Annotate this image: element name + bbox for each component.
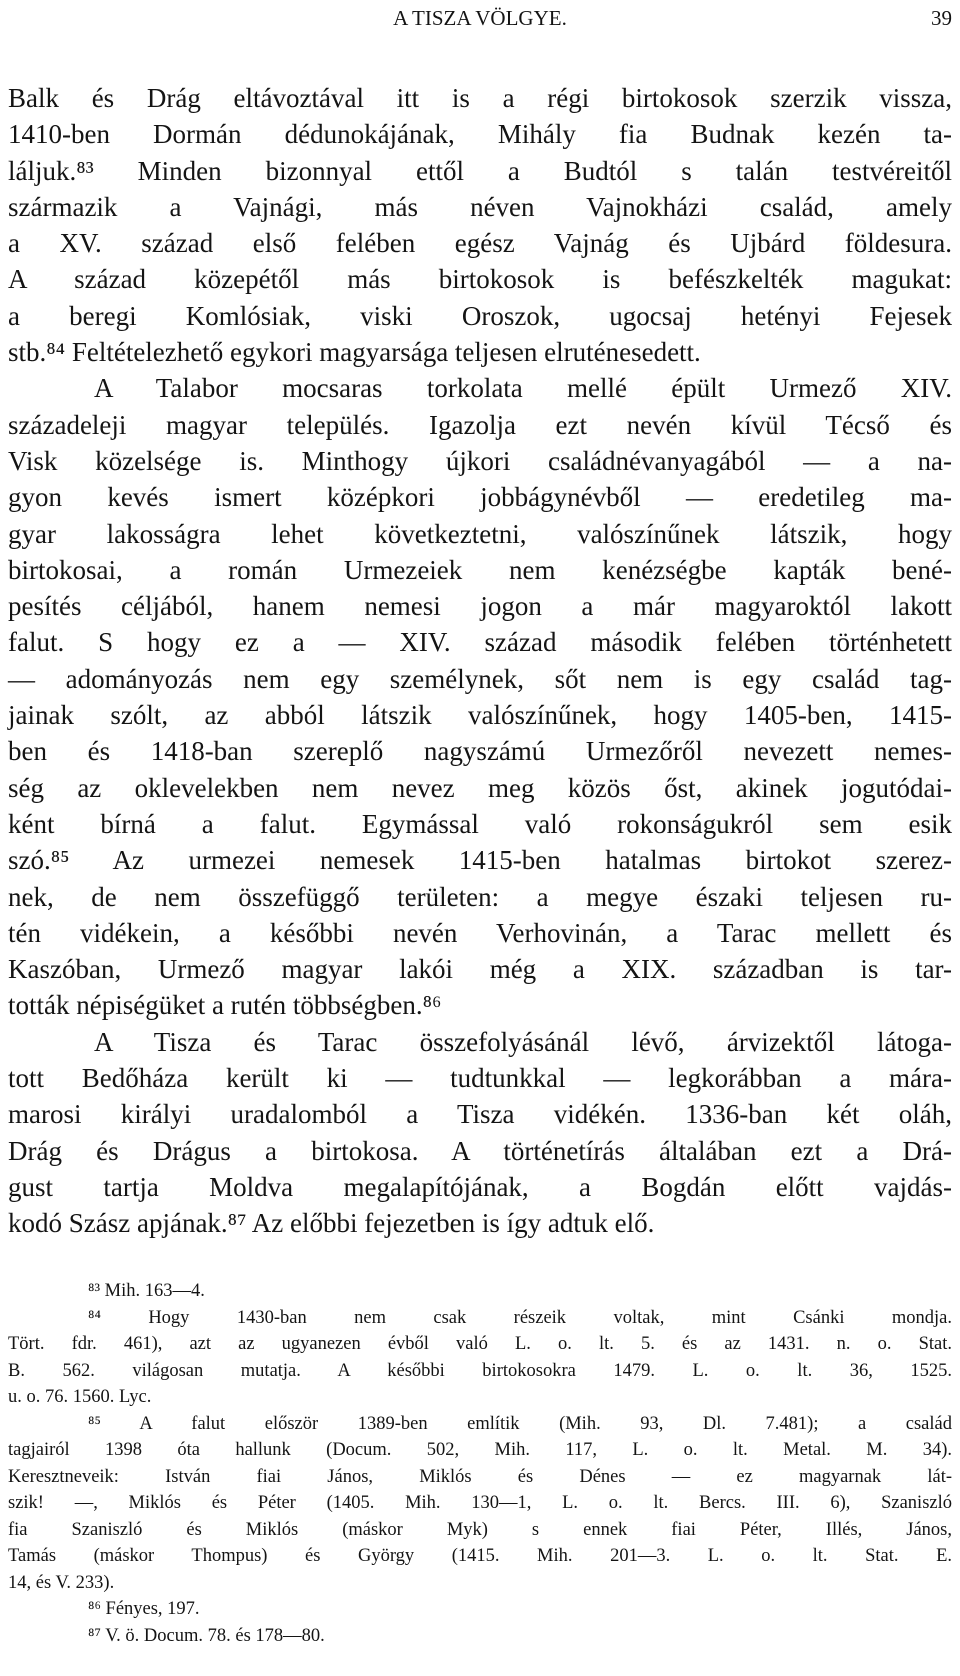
text-line: A Tisza és Tarac összefolyásánál lévő, árvizektől látoga- [94,1026,952,1057]
body-text [8,80,952,1242]
footnote-line: ⁸³ Mih. 163—4. [88,1281,205,1301]
footnotes [8,1278,952,1649]
footnote-line: B. 562. világosan mutatja. A későbbi birtokosokra 1479. L. o. lt. 36, 1525. [8,1360,952,1381]
text-line: századeleji magyar település. Igazolja ezt nevén kívül Técső és [8,409,952,440]
text-line: ség az oklevelekben nem nevez meg közös őst, akinek jogutódai- [8,772,952,803]
text-line: ben és 1418-ban szereplő nagyszámú Urmezőről nevezett nemes- [8,736,952,767]
text-line: tén vidékein, a későbbi nevén Verhovinán, a Tarac mellett és [8,917,952,948]
page-header [0,6,960,40]
text-line: falut. S hogy ez a — XIV. század második felében történhetett [8,627,952,658]
footnote-line: ⁸⁷ V. ö. Docum. 78. és 178—80. [88,1625,325,1646]
text-line: pesítés céljából, hanem nemesi jogon a már magyaroktól lakott [8,591,952,622]
text-line: jainak szólt, az abból látszik valószínűnek, hogy 1405-ben, 1415- [8,700,952,731]
footnote-line: 14, és V. 233). [8,1572,115,1593]
text-line: tott Bedőháza került ki — tudtunkkal — legkorábban a mára- [8,1063,952,1094]
page-number: 39 [931,6,952,30]
text-line: Visk közelsége is. Minthogy újkori családnévanyagából — a na- [8,445,952,476]
text-line: Kaszóban, Urmező magyar lakói még a XIX. században is tar- [8,954,952,985]
text-line: szó.⁸⁵ Az urmezei nemesek 1415-ben hatalmas birtokot szerez- [8,845,952,876]
text-line: Balk és Drág eltávoztával itt is a régi birtokosok szerzik vissza, [8,83,952,113]
footnote-line: fia Szaniszló és Miklós (máskor Myk) s ennek fiai Péter, Illés, János, [8,1519,952,1540]
text-line: ként bírná a falut. Egymással való rokonságukról sem esik [8,808,952,839]
text-line: kodó Szász apjának.⁸⁷ Az előbbi fejezetben is így adtuk elő. [8,1208,655,1239]
text-line: A Talabor mocsaras torkolata mellé épült Urmező XIV. [94,373,952,404]
text-line: láljuk.⁸³ Minden bizonnyal ettől a Budtól s talán testvéreitől [8,155,952,186]
text-line: marosi királyi uradalomból a Tisza vidékén. 1336-ban két oláh, [8,1099,952,1130]
text-line: A század közepétől más birtokosok is befészkelték magukat: [8,264,952,295]
footnote-line: szik! —, Miklós és Péter (1405. Mih. 130—1, L. o. lt. Bercs. III. 6), Szaniszló [8,1493,952,1513]
footnote-line: tagjairól 1398 óta hallunk (Docum. 502, Mih. 117, L. o. lt. Metal. M. 34). [8,1440,952,1460]
text-line: tották népiségüket a rutén többségben.⁸⁶ [8,990,442,1021]
footnote-line: Tört. fdr. 461), azt az ugyanezen évből való L. o. lt. 5. és az 1431. n. o. Stat. [8,1334,952,1354]
text-line: — adományozás nem egy személynek, sőt nem is egy család tag- [8,663,952,694]
footnote-line: Tamás (máskor Thompus) és György (1415. Mih. 201—3. L. o. lt. Stat. E. [8,1546,952,1566]
footnote-line: u. o. 76. 1560. Lyc. [8,1387,152,1407]
footnote-line: ⁸⁶ Fényes, 197. [88,1599,200,1619]
text-line: stb.⁸⁴ Feltételezhető egykori magyarsága teljesen elruténesedett. [8,337,701,368]
footnote-line: ⁸⁵ A falut először 1389-ben említik (Mih. 93, Dl. 7.481); a család [88,1413,952,1434]
footnote-line: ⁸⁴ Hogy 1430-ban nem csak részeik voltak, mint Csánki mondja. [88,1307,952,1328]
text-line: nek, de nem összefüggő területen: a megye északi teljesen ru- [8,881,952,912]
text-line: Drág és Drágus a birtokosa. A történetírás általában ezt a Drá- [8,1135,952,1166]
text-line: a beregi Komlósiak, viski Oroszok, ugocsaj hetényi Fejesek [8,300,952,331]
text-line: 1410-ben Dormán dédunokájának, Mihály fia Budnak kezén ta- [8,119,952,150]
text-line: a XV. század első felében egész Vajnág és Ujbárd földesura. [8,228,952,259]
footnote-line: Keresztneveik: István fiai János, Miklós és Dénes — ez magyarnak lát- [8,1466,952,1487]
text-line: gyon kevés ismert középkori jobbágynévből — eredetileg ma- [8,482,952,513]
text-line: gust tartja Moldva megalapítójának, a Bogdán előtt vajdás- [8,1171,952,1202]
text-line: gyar lakosságra lehet következtetni, valószínűnek látszik, hogy [8,518,952,549]
text-line: birtokosai, a román Urmezeiek nem kenézségbe kapták bené- [8,554,952,585]
text-line: származik a Vajnági, más néven Vajnokházi család, amely [8,191,952,222]
running-title: A TISZA VÖLGYE. [393,6,567,30]
